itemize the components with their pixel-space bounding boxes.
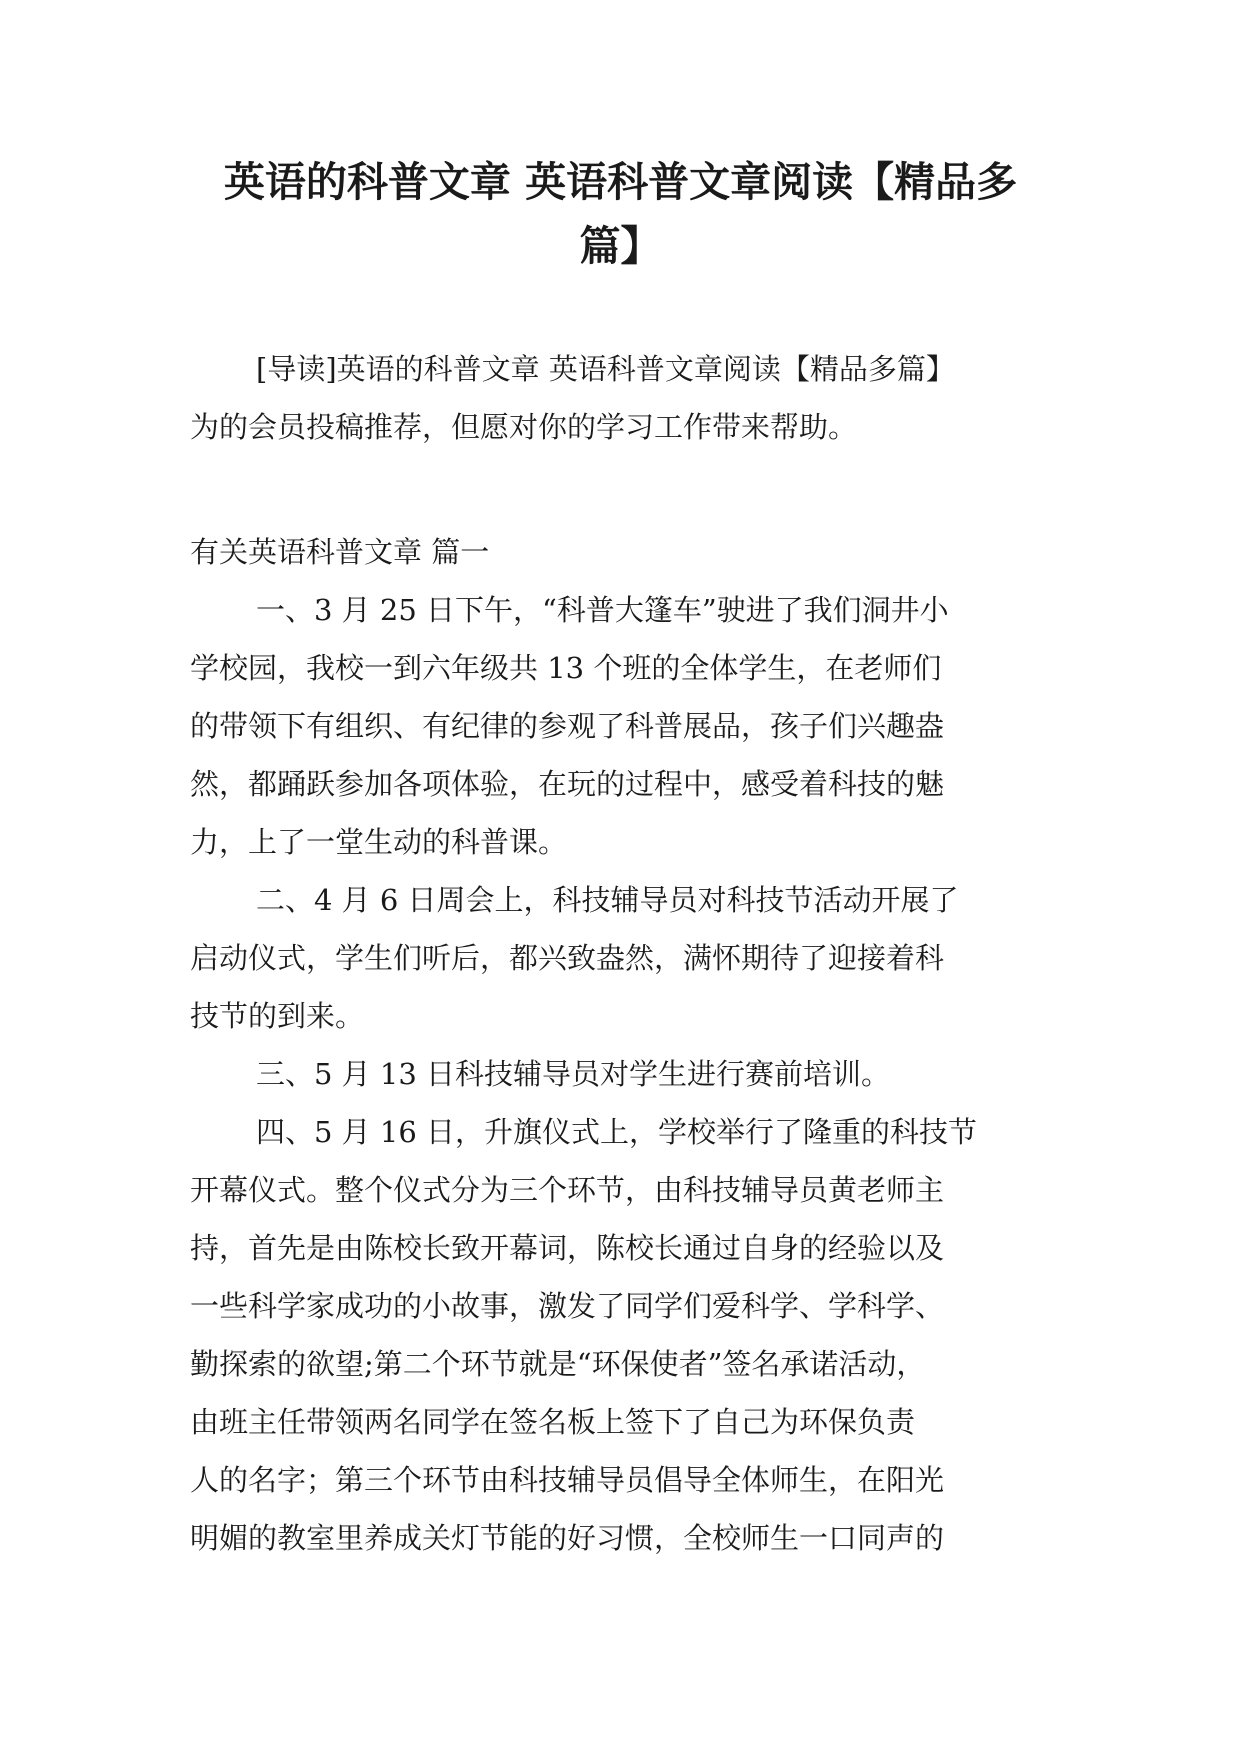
paragraph-line: 勤探索的欲望;第二个环节就是“环保使者”签名承诺活动， bbox=[190, 1347, 926, 1381]
paragraph-line: 四、5 月 16 日，升旗仪式上，学校举行了隆重的科技节 bbox=[256, 1115, 978, 1149]
paragraph-line: 然，都踊跃参加各项体验，在玩的过程中，感受着科技的魅 bbox=[190, 767, 945, 801]
intro-line: [导读]英语的科普文章 英语科普文章阅读【精品多篇】 bbox=[256, 352, 955, 386]
paragraph-line: 技节的到来。 bbox=[190, 999, 365, 1033]
paragraph-line: 人的名字；第三个环节由科技辅导员倡导全体师生，在阳光 bbox=[190, 1463, 945, 1497]
paragraph-line: 三、5 月 13 日科技辅导员对学生进行赛前培训。 bbox=[256, 1057, 891, 1091]
document-title-line-1: 英语的科普文章 英语科普文章阅读【精品多 bbox=[223, 158, 1018, 206]
paragraph-line: 启动仪式，学生们听后，都兴致盎然，满怀期待了迎接着科 bbox=[190, 941, 945, 975]
paragraph-line: 力，上了一堂生动的科普课。 bbox=[190, 825, 568, 859]
paragraph-line: 由班主任带领两名同学在签名板上签下了自己为环保负责 bbox=[190, 1405, 916, 1439]
paragraph-line: 明媚的教室里养成关灯节能的好习惯，全校师生一口同声的 bbox=[190, 1521, 945, 1555]
intro-line: 为的会员投稿推荐，但愿对你的学习工作带来帮助。 bbox=[190, 410, 858, 444]
section-heading: 有关英语科普文章 篇一 bbox=[190, 535, 490, 569]
paragraph-line: 一、3 月 25 日下午，“科普大篷车”驶进了我们洞井小 bbox=[256, 593, 949, 627]
paragraph-line: 开幕仪式。整个仪式分为三个环节，由科技辅导员黄老师主 bbox=[190, 1173, 945, 1207]
paragraph-line: 的带领下有组织、有纪律的参观了科普展品，孩子们兴趣盎 bbox=[190, 709, 945, 743]
paragraph-line: 学校园，我校一到六年级共 13 个班的全体学生，在老师们 bbox=[190, 651, 942, 685]
paragraph-line: 一些科学家成功的小故事，激发了同学们爱科学、学科学、 bbox=[190, 1289, 945, 1323]
paragraph-line: 二、4 月 6 日周会上，科技辅导员对科技节活动开展了 bbox=[256, 883, 959, 917]
document-title-line-2: 篇】 bbox=[579, 222, 662, 270]
paragraph-line: 持，首先是由陈校长致开幕词，陈校长通过自身的经验以及 bbox=[190, 1231, 945, 1265]
